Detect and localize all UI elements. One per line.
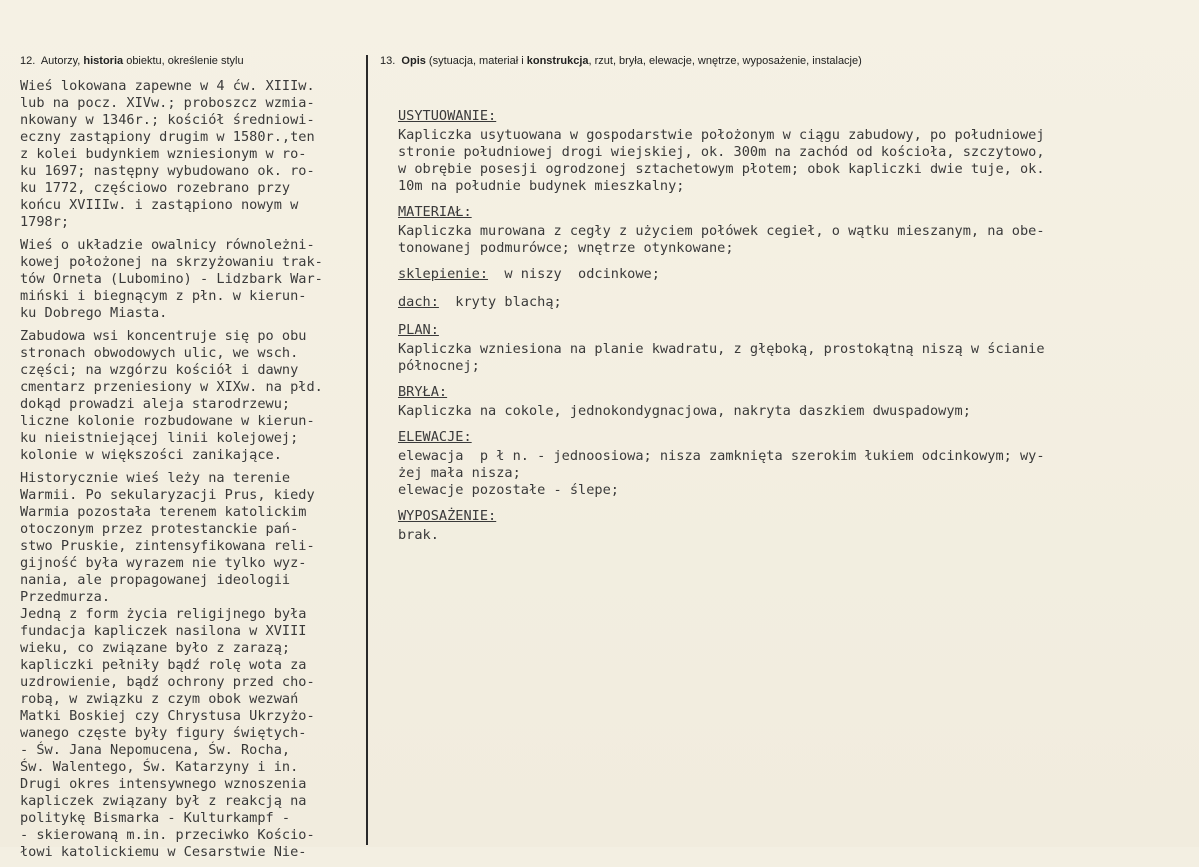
section-usytuowanie: [398, 108, 1178, 195]
section-label: MATERIAŁ:: [398, 204, 472, 220]
section-body: Kapliczka wzniesiona na planie kwadratu, z głęboką, prostokątną niszą w ścianie północnej;: [398, 341, 1045, 374]
section-label: BRYŁA:: [398, 384, 448, 400]
section-label: USYTUOWANIE:: [398, 108, 497, 124]
section-dach: [398, 294, 1178, 313]
right-header-text-b: (sytuacja, materiał i: [425, 55, 527, 67]
description-column: [398, 108, 1178, 553]
section-body: elewacja p ł n. - jednoosiowa; nisza zamknięta szerokim łukiem odcinkowym; wy- żej mała nisza; elewacje pozostałe - ślepe;: [398, 448, 1045, 498]
right-column-header: [380, 55, 862, 67]
section-label: ELEWACJE:: [398, 429, 472, 445]
section-inline-value: kryty blachą;: [438, 294, 562, 310]
section-elewacje: [398, 429, 1178, 499]
right-header-text-c: konstrukcja: [526, 55, 589, 67]
section-body: Kapliczka murowana z cegły z użyciem połówek cegieł, o wątku mieszanym, na obe- tonowanej podmurówce; wnętrze otynkowane;: [398, 223, 1045, 256]
left-column-header: [20, 55, 244, 67]
right-header-text-d: , rzut, bryła, elewacje, wnętrze, wyposażenie, instalacje): [588, 55, 862, 67]
section-material: [398, 204, 1178, 257]
section-body: brak.: [398, 527, 439, 543]
section-wyposazenie: [398, 508, 1178, 544]
history-paragraph-3: Zabudowa wsi koncentruje się po obu stronach obwodowych ulic, we wsch. części; na wzgórzu kościół i dawny cmentarz przeniesiony w XIXw. na płd. dokąd prowadzi aleja starodrzewu; liczne kolonie rozbudowane w kierun- ku nieistniejącej linii kolejowej; kolonie w większości zanikające.: [20, 328, 323, 463]
section-sklepienie: [398, 266, 1178, 285]
left-header-number: 12.: [20, 55, 36, 67]
left-header-text-c: obiektu, określenie stylu: [123, 55, 244, 67]
section-inline-value: w niszy odcinkowe;: [488, 266, 660, 282]
right-header-number: 13.: [380, 55, 396, 67]
history-paragraph-2: Wieś o układzie owalnicy równoleżni- kowej położonej na skrzyżowaniu trak- tów Orneta (Lubomino) - Lidzbark War- miński i biegnącym z płn. w kierun- ku Dobrego Miasta.: [20, 237, 323, 321]
section-label: sklepienie:: [398, 266, 489, 282]
section-bryla: [398, 384, 1178, 420]
history-paragraph-1: Wieś lokowana zapewne w 4 ćw. XIIIw. lub na pocz. XIVw.; proboszcz wzmia- nkowany w 1346r.; kościół średniowi- eczny zastąpiony drugim w 1580r.,ten z kolei budynkiem wzniesionym w ro- ku 1697; następny wybudowano ok. ro- ku 1772, częściowo rozebrano przy końcu XVIIIw. i zastąpiono nowym w 1798r;: [20, 78, 315, 230]
right-header-text-a: Opis: [401, 55, 426, 67]
history-paragraph-4: Historycznie wieś leży na terenie Warmii. Po sekularyzacji Prus, kiedy Warmia pozostała terenem katolickim otoczonym przez protestanckie pań- stwo Pruskie, zintensyfikowana reli- gijność była wyrazem nie tylko wyz- nania, ale propagowanej ideologii Przedmurza. Jedną z form życia religijnego była fundacja kapliczek nasilona w XVIII wieku, co związane było z zarazą; kapliczki pełniły bądź rolę wota za uzdrowienie, bądź ochrony przed cho- robą, w związku z czym obok wezwań Matki Boskiej czy Chrystusa Ukrzyżo- wanego częste były figury świętych- - Św. Jana Nepomucena, Św. Rocha, Św. Walentego, Św. Katarzyny i in. Drugi okres intensywnego wznoszenia kapliczek związany był z reakcją na politykę Bismarka - Kulturkampf - - skierowaną m.in. przeciwko Kościo- łowi katolickiemu w Cesarstwie Nie-: [20, 470, 315, 860]
left-header-text-b: historia: [83, 55, 124, 67]
section-label: WYPOSAŻENIE:: [398, 508, 497, 524]
section-label: PLAN:: [398, 322, 439, 338]
section-label: dach:: [398, 294, 439, 310]
section-plan: [398, 322, 1178, 375]
section-body: Kapliczka na cokole, jednokondygnacjowa, nakryta daszkiem dwuspadowym;: [398, 403, 971, 419]
section-body: Kapliczka usytuowana w gospodarstwie położonym w ciągu zabudowy, po południowej stronie południowej drogi wiejskiej, ok. 300m na zachód od kościoła, szczytowo, w obrębie posesji ogrodzonej sztachetowym płotem; obok kapliczki dwie tuje, ok. 10m na południe budynek mieszkalny;: [398, 127, 1045, 194]
history-column: [20, 78, 372, 867]
left-header-text-a: Autorzy,: [40, 55, 84, 67]
